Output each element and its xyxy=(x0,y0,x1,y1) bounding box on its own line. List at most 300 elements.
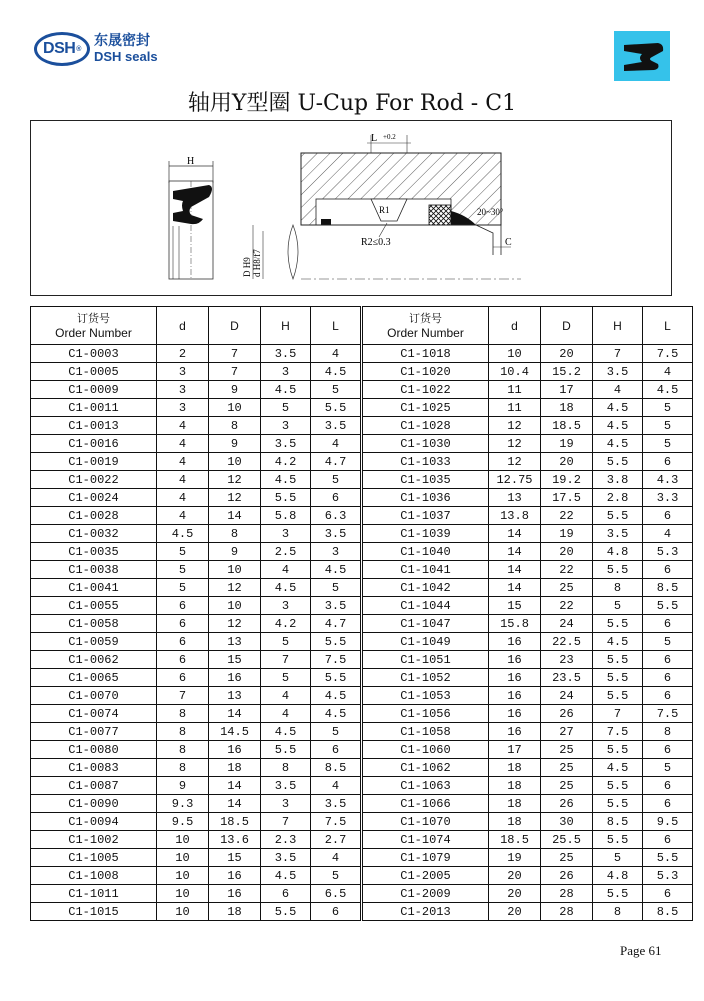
cell-L: 9.5 xyxy=(643,813,693,831)
cell-d: 10 xyxy=(157,885,209,903)
table-row xyxy=(31,831,361,849)
table-row xyxy=(31,363,361,381)
cell-order-number: C1-1066 xyxy=(363,795,489,813)
table-row xyxy=(363,867,693,885)
cell-D: 26 xyxy=(541,867,593,885)
cell-d: 4 xyxy=(157,453,209,471)
cell-D: 10 xyxy=(209,597,261,615)
table-row xyxy=(31,525,361,543)
table-row xyxy=(363,831,693,849)
cell-H: 5.8 xyxy=(261,507,311,525)
cell-d: 10 xyxy=(157,831,209,849)
cell-order-number: C1-2013 xyxy=(363,903,489,921)
cell-order-number: C1-1035 xyxy=(363,471,489,489)
cell-d: 18 xyxy=(489,777,541,795)
cell-D: 18 xyxy=(541,399,593,417)
cell-order-number: C1-1037 xyxy=(363,507,489,525)
cell-D: 10 xyxy=(209,453,261,471)
cell-L: 5.5 xyxy=(311,399,361,417)
cell-d: 5 xyxy=(157,543,209,561)
cell-H: 3.5 xyxy=(261,849,311,867)
cell-H: 5 xyxy=(261,669,311,687)
cell-H: 4.5 xyxy=(261,579,311,597)
cell-D: 17.5 xyxy=(541,489,593,507)
table-row xyxy=(31,345,361,363)
cell-order-number: C1-0041 xyxy=(31,579,157,597)
cell-d: 8 xyxy=(157,705,209,723)
cell-d: 13 xyxy=(489,489,541,507)
cell-d: 6 xyxy=(157,633,209,651)
table-row xyxy=(363,813,693,831)
cell-H: 4.5 xyxy=(593,633,643,651)
cell-order-number: C1-1002 xyxy=(31,831,157,849)
cell-D: 19 xyxy=(541,435,593,453)
cell-H: 8 xyxy=(261,759,311,777)
cell-L: 7.5 xyxy=(311,651,361,669)
table-row xyxy=(363,795,693,813)
cell-d: 4 xyxy=(157,417,209,435)
cell-D: 16 xyxy=(209,885,261,903)
cell-H: 3 xyxy=(261,795,311,813)
cell-H: 4.5 xyxy=(593,759,643,777)
cell-L: 5 xyxy=(311,867,361,885)
cell-L: 5.5 xyxy=(643,597,693,615)
cell-d: 16 xyxy=(489,651,541,669)
cell-L: 4 xyxy=(643,363,693,381)
label-angle: 20~30° xyxy=(477,207,504,217)
table-row xyxy=(31,885,361,903)
cell-order-number: C1-0083 xyxy=(31,759,157,777)
cell-d: 2 xyxy=(157,345,209,363)
cell-D: 8 xyxy=(209,525,261,543)
cell-D: 27 xyxy=(541,723,593,741)
cell-H: 5.5 xyxy=(593,669,643,687)
cell-H: 3.5 xyxy=(261,435,311,453)
housing-section xyxy=(242,133,521,279)
cell-L: 6 xyxy=(311,903,361,921)
cell-L: 4 xyxy=(643,525,693,543)
table-row xyxy=(31,435,361,453)
page-number: Page 61 xyxy=(620,943,662,958)
table-header-row xyxy=(363,307,693,345)
cell-order-number: C1-1070 xyxy=(363,813,489,831)
cell-L: 4.5 xyxy=(643,381,693,399)
cell-L: 5 xyxy=(311,381,361,399)
table-row xyxy=(31,867,361,885)
table-row xyxy=(31,471,361,489)
header-L: L xyxy=(311,307,361,345)
cell-L: 4.7 xyxy=(311,615,361,633)
cell-order-number: C1-1079 xyxy=(363,849,489,867)
cell-H: 3 xyxy=(261,597,311,615)
header-H: H xyxy=(261,307,311,345)
cell-H: 6 xyxy=(261,885,311,903)
table-row xyxy=(31,705,361,723)
seal-side-view xyxy=(169,156,213,279)
cell-H: 4 xyxy=(261,687,311,705)
cell-H: 4.8 xyxy=(593,543,643,561)
cell-H: 5 xyxy=(593,597,643,615)
table-row xyxy=(31,813,361,831)
cell-L: 8.5 xyxy=(311,759,361,777)
cell-D: 7 xyxy=(209,345,261,363)
cell-d: 18 xyxy=(489,759,541,777)
cell-d: 3 xyxy=(157,399,209,417)
cell-D: 25 xyxy=(541,741,593,759)
cell-H: 3 xyxy=(261,363,311,381)
cell-L: 4 xyxy=(311,777,361,795)
cell-D: 18 xyxy=(209,759,261,777)
cell-L: 6 xyxy=(643,741,693,759)
table-row xyxy=(363,363,693,381)
cell-H: 4.5 xyxy=(593,417,643,435)
cell-d: 10 xyxy=(157,903,209,921)
table-row xyxy=(31,579,361,597)
cell-L: 6 xyxy=(643,795,693,813)
cell-d: 20 xyxy=(489,867,541,885)
table-row xyxy=(363,597,693,615)
cell-D: 24 xyxy=(541,687,593,705)
cell-D: 15 xyxy=(209,849,261,867)
cell-D: 12 xyxy=(209,579,261,597)
table-row xyxy=(31,687,361,705)
cell-order-number: C1-1062 xyxy=(363,759,489,777)
cell-order-number: C1-1047 xyxy=(363,615,489,633)
cell-order-number: C1-1052 xyxy=(363,669,489,687)
label-C: C xyxy=(505,237,512,248)
table-row xyxy=(31,561,361,579)
cell-H: 4.5 xyxy=(261,471,311,489)
cell-H: 3 xyxy=(261,417,311,435)
cell-L: 6 xyxy=(643,831,693,849)
cell-H: 7 xyxy=(593,345,643,363)
cell-D: 25 xyxy=(541,759,593,777)
cell-order-number: C1-0087 xyxy=(31,777,157,795)
cell-H: 5.5 xyxy=(593,507,643,525)
cell-d: 12.75 xyxy=(489,471,541,489)
cell-order-number: C1-1051 xyxy=(363,651,489,669)
cell-d: 4 xyxy=(157,489,209,507)
brand-en-name: DSH seals xyxy=(94,49,158,64)
cell-d: 16 xyxy=(489,669,541,687)
cell-L: 5 xyxy=(643,399,693,417)
cell-L: 3.5 xyxy=(311,597,361,615)
cell-order-number: C1-1018 xyxy=(363,345,489,363)
cell-d: 8 xyxy=(157,741,209,759)
cell-H: 3.5 xyxy=(593,363,643,381)
cell-L: 5 xyxy=(311,471,361,489)
cell-D: 18 xyxy=(209,903,261,921)
cell-H: 4.2 xyxy=(261,615,311,633)
cell-order-number: C1-0035 xyxy=(31,543,157,561)
cell-D: 18.5 xyxy=(209,813,261,831)
cell-L: 6.3 xyxy=(311,507,361,525)
cell-L: 5.5 xyxy=(311,633,361,651)
cell-H: 4.5 xyxy=(261,723,311,741)
cell-D: 14 xyxy=(209,795,261,813)
cell-d: 18 xyxy=(489,795,541,813)
cell-H: 7.5 xyxy=(593,723,643,741)
cell-order-number: C1-1020 xyxy=(363,363,489,381)
cell-H: 4.2 xyxy=(261,453,311,471)
cell-D: 22.5 xyxy=(541,633,593,651)
cell-order-number: C1-0011 xyxy=(31,399,157,417)
cell-d: 5 xyxy=(157,561,209,579)
cell-d: 10.4 xyxy=(489,363,541,381)
header-order-number: 订货号 Order Number xyxy=(363,307,489,345)
cell-D: 15.2 xyxy=(541,363,593,381)
cell-order-number: C1-0019 xyxy=(31,453,157,471)
cell-d: 11 xyxy=(489,399,541,417)
table-row xyxy=(363,543,693,561)
cell-D: 16 xyxy=(209,867,261,885)
cell-H: 4.5 xyxy=(593,399,643,417)
cell-d: 14 xyxy=(489,525,541,543)
cell-order-number: C1-1022 xyxy=(363,381,489,399)
cell-order-number: C1-0016 xyxy=(31,435,157,453)
table-row xyxy=(363,345,693,363)
cell-H: 5.5 xyxy=(593,453,643,471)
cell-d: 18.5 xyxy=(489,831,541,849)
table-row xyxy=(363,525,693,543)
table-row xyxy=(363,759,693,777)
cell-d: 20 xyxy=(489,885,541,903)
cell-D: 18.5 xyxy=(541,417,593,435)
cell-L: 6 xyxy=(643,561,693,579)
cell-H: 4 xyxy=(261,561,311,579)
cell-L: 2.7 xyxy=(311,831,361,849)
cell-H: 4 xyxy=(261,705,311,723)
cell-L: 7.5 xyxy=(643,705,693,723)
cell-L: 3.5 xyxy=(311,525,361,543)
cell-H: 5.5 xyxy=(261,489,311,507)
table-row xyxy=(363,489,693,507)
cell-D: 25 xyxy=(541,777,593,795)
cell-H: 3.5 xyxy=(593,525,643,543)
cell-order-number: C1-0080 xyxy=(31,741,157,759)
cell-D: 12 xyxy=(209,471,261,489)
cell-D: 19 xyxy=(541,525,593,543)
page-title: 轴用Y型圈 U-Cup For Rod - C1 xyxy=(187,91,517,116)
cell-order-number: C1-0024 xyxy=(31,489,157,507)
cell-L: 5 xyxy=(643,417,693,435)
cell-d: 4 xyxy=(157,507,209,525)
technical-drawing xyxy=(30,120,672,296)
cell-d: 3 xyxy=(157,381,209,399)
table-row xyxy=(31,453,361,471)
cell-order-number: C1-1011 xyxy=(31,885,157,903)
cell-H: 3.8 xyxy=(593,471,643,489)
cell-D: 19.2 xyxy=(541,471,593,489)
header-D: D xyxy=(209,307,261,345)
cell-d: 12 xyxy=(489,417,541,435)
cell-order-number: C1-0062 xyxy=(31,651,157,669)
cell-d: 5 xyxy=(157,579,209,597)
cell-order-number: C1-1060 xyxy=(363,741,489,759)
cell-H: 5 xyxy=(261,633,311,651)
table-row xyxy=(363,777,693,795)
header-D: D xyxy=(541,307,593,345)
cell-H: 4.5 xyxy=(593,435,643,453)
label-L: L xyxy=(371,133,378,144)
cell-d: 10 xyxy=(157,849,209,867)
cell-D: 12 xyxy=(209,489,261,507)
cell-L: 7.5 xyxy=(311,813,361,831)
label-tolerance: +0.2 xyxy=(383,133,396,141)
cell-order-number: C1-1005 xyxy=(31,849,157,867)
cell-D: 20 xyxy=(541,543,593,561)
cell-L: 6 xyxy=(643,777,693,795)
cell-H: 5.5 xyxy=(261,741,311,759)
cell-L: 4.3 xyxy=(643,471,693,489)
table-row xyxy=(363,651,693,669)
cell-H: 4.5 xyxy=(261,867,311,885)
cell-order-number: C1-1041 xyxy=(363,561,489,579)
cell-H: 5.5 xyxy=(593,831,643,849)
label-H-small: H xyxy=(187,156,195,167)
cell-L: 3.3 xyxy=(643,489,693,507)
table-row xyxy=(363,723,693,741)
cell-D: 7 xyxy=(209,363,261,381)
cell-L: 3.5 xyxy=(311,417,361,435)
cell-H: 7 xyxy=(261,813,311,831)
cell-D: 17 xyxy=(541,381,593,399)
cell-D: 12 xyxy=(209,615,261,633)
cell-D: 22 xyxy=(541,507,593,525)
cell-H: 5.5 xyxy=(593,615,643,633)
cell-order-number: C1-1030 xyxy=(363,435,489,453)
dimensions-table-left xyxy=(30,306,361,921)
table-row xyxy=(363,669,693,687)
cell-d: 14 xyxy=(489,561,541,579)
cell-L: 5 xyxy=(643,759,693,777)
table-row xyxy=(363,561,693,579)
cell-D: 23 xyxy=(541,651,593,669)
cell-L: 8.5 xyxy=(643,579,693,597)
cell-order-number: C1-1040 xyxy=(363,543,489,561)
cell-H: 3.5 xyxy=(261,345,311,363)
cell-d: 6 xyxy=(157,597,209,615)
cell-D: 28 xyxy=(541,903,593,921)
table-row xyxy=(31,669,361,687)
cell-H: 8 xyxy=(593,903,643,921)
cell-order-number: C1-0055 xyxy=(31,597,157,615)
cell-d: 9 xyxy=(157,777,209,795)
cell-D: 16 xyxy=(209,669,261,687)
cell-order-number: C1-0013 xyxy=(31,417,157,435)
cell-L: 6 xyxy=(643,507,693,525)
cell-L: 6 xyxy=(643,453,693,471)
cell-order-number: C1-1063 xyxy=(363,777,489,795)
cell-order-number: C1-1015 xyxy=(31,903,157,921)
table-row xyxy=(31,903,361,921)
cell-L: 6 xyxy=(643,651,693,669)
cell-d: 6 xyxy=(157,669,209,687)
cell-H: 8 xyxy=(593,579,643,597)
table-row xyxy=(31,777,361,795)
cell-H: 5.5 xyxy=(593,795,643,813)
cell-D: 13.6 xyxy=(209,831,261,849)
cell-H: 4 xyxy=(593,381,643,399)
cell-L: 5.3 xyxy=(643,543,693,561)
header-order-number: 订货号 Order Number xyxy=(31,307,157,345)
cell-order-number: C1-1044 xyxy=(363,597,489,615)
cell-order-number: C1-0070 xyxy=(31,687,157,705)
cell-L: 6 xyxy=(643,669,693,687)
cell-d: 14 xyxy=(489,579,541,597)
table-row xyxy=(363,435,693,453)
cell-order-number: C1-0028 xyxy=(31,507,157,525)
table-row xyxy=(363,399,693,417)
cell-D: 9 xyxy=(209,381,261,399)
cell-D: 13 xyxy=(209,633,261,651)
cell-D: 26 xyxy=(541,705,593,723)
cell-order-number: C1-1033 xyxy=(363,453,489,471)
cell-L: 5 xyxy=(643,633,693,651)
cell-d: 4 xyxy=(157,471,209,489)
cell-H: 5.5 xyxy=(593,885,643,903)
cell-L: 4.5 xyxy=(311,561,361,579)
cell-order-number: C1-0059 xyxy=(31,633,157,651)
cell-D: 8 xyxy=(209,417,261,435)
table-row xyxy=(363,615,693,633)
cell-d: 8 xyxy=(157,723,209,741)
cell-D: 14 xyxy=(209,777,261,795)
cell-L: 5 xyxy=(311,723,361,741)
cell-D: 25 xyxy=(541,579,593,597)
cell-d: 13.8 xyxy=(489,507,541,525)
table-row xyxy=(31,417,361,435)
logo-badge: DSH ® xyxy=(34,32,90,66)
table-row xyxy=(363,507,693,525)
table-row xyxy=(31,543,361,561)
cell-order-number: C1-0009 xyxy=(31,381,157,399)
cell-order-number: C1-2005 xyxy=(363,867,489,885)
cell-d: 6 xyxy=(157,651,209,669)
table-row xyxy=(363,687,693,705)
cell-order-number: C1-0090 xyxy=(31,795,157,813)
cell-H: 5 xyxy=(261,399,311,417)
cell-D: 20 xyxy=(541,453,593,471)
cell-d: 12 xyxy=(489,453,541,471)
cell-H: 2.8 xyxy=(593,489,643,507)
cell-d: 12 xyxy=(489,435,541,453)
table-row xyxy=(363,741,693,759)
cell-D: 16 xyxy=(209,741,261,759)
cell-L: 6 xyxy=(311,489,361,507)
brand-cn-name: 东晟密封 xyxy=(94,33,150,49)
cell-order-number: C1-0058 xyxy=(31,615,157,633)
cell-order-number: C1-0022 xyxy=(31,471,157,489)
cell-L: 5.3 xyxy=(643,867,693,885)
cell-H: 2.3 xyxy=(261,831,311,849)
cell-order-number: C1-1028 xyxy=(363,417,489,435)
label-D-H9: D H9 xyxy=(242,257,252,277)
cell-L: 6.5 xyxy=(311,885,361,903)
cell-H: 3 xyxy=(261,525,311,543)
cell-d: 9.3 xyxy=(157,795,209,813)
cell-D: 28 xyxy=(541,885,593,903)
cell-d: 11 xyxy=(489,381,541,399)
cell-order-number: C1-1025 xyxy=(363,399,489,417)
table-row xyxy=(31,489,361,507)
logo-badge-text: DSH xyxy=(43,40,76,57)
cell-H: 2.5 xyxy=(261,543,311,561)
cell-H: 5.5 xyxy=(593,777,643,795)
cell-d: 15 xyxy=(489,597,541,615)
cell-H: 5.5 xyxy=(593,687,643,705)
cell-L: 4.5 xyxy=(311,363,361,381)
